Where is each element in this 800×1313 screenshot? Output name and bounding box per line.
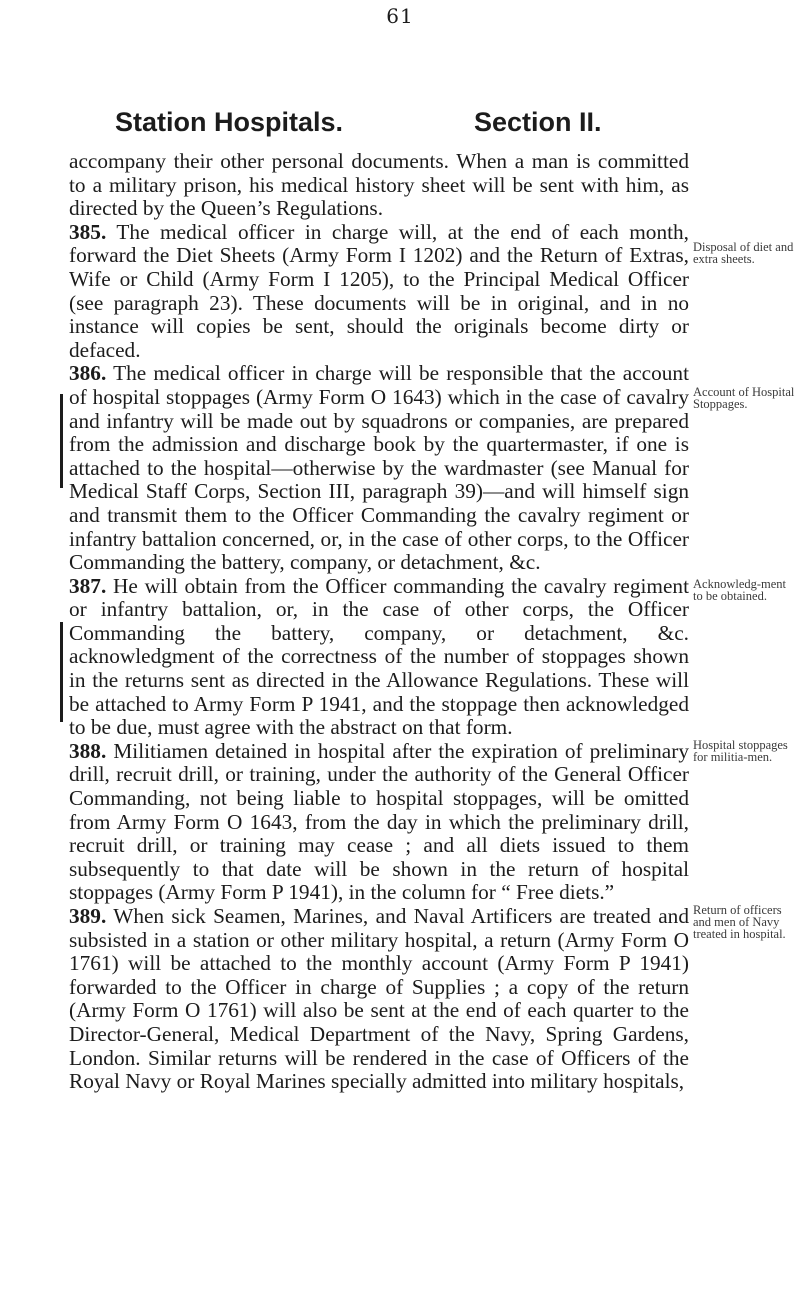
paragraph-number: 389.: [69, 904, 107, 928]
body-text: [69, 150, 689, 1094]
margin-note-navy: Return of officers and men of Navy treated in hospital.: [693, 903, 786, 941]
paragraph-387: 387. He will obtain from the Officer commanding the cavalry regiment or infantry battalion, or, in the case of other corps, the Officer Commanding the battery, company, or detachment, &c. acknowledgment of the correctness of the number of stoppages shown in the returns sent as directed in the Allowance Regulations. These will be attached to Army Form P 1941, and the stoppage then acknowledged to be due, must agree with the abstract on that form.: [69, 573, 689, 740]
section-label: Section II.: [474, 107, 602, 137]
paragraph-385: 385. The medical officer in charge will, at the end of each month, forward the Diet Sheets (Army Form I 1202) and the Return of Extras, Wife or Child (Army Form I 1205), to the Principal Medical Officer (see paragraph 23). These documents will be in original, and in no instance will copies be sent, should the originals become dirty or defaced.: [69, 219, 689, 362]
paragraph-389: 389. When sick Seamen, Marines, and Naval Artificers are treated and subsisted in a station or other military hospital, a return (Army Form O 1761) will be attached to the monthly account (Army Form P 1941) forwarded to the Officer in charge of Supplies ; a copy of the return (Army Form O 1761) will also be sent at the end of each quarter to the Director-General, Medical Department of the Navy, Spring Gardens, London. Similar returns will be rendered in the case of Officers of the Royal Navy or Royal Marines specially admitted into military hospitals,: [69, 904, 689, 1094]
margin-note-account: Account of Hospital Stoppages.: [693, 385, 795, 411]
paragraph-number: 385.: [69, 219, 107, 244]
margin-note-acknowledgment: Acknowledg-ment to be obtained.: [693, 577, 787, 603]
margin-note-disposal: Disposal of diet and extra sheets.: [693, 240, 794, 266]
paragraph-388: 388. Militiamen detained in hospital after the expiration of preliminary drill, recruit drill, or training, under the authority of the General Officer Commanding, not being liable to hospital stoppages, will be omitted from Army Form O 1643, from the day in which the preliminary drill, recruit drill, or training may cease ; and all diets issued to them subsequently to that date will be shown in the return of hospital stoppages (Army Form P 1941), in the column for “ Free diets.”: [69, 738, 689, 905]
margin-note-militia: Hospital stoppages for militia-men.: [693, 738, 788, 764]
paragraph-continuation: accompany their other personal documents. When a man is committed to a military prison, his medical history sheet will be sent with him, as directed by the Queen’s Regulations.: [69, 149, 689, 221]
change-bar: [60, 394, 63, 488]
page-number: 61: [386, 4, 414, 28]
paragraph-number: 387.: [69, 573, 107, 598]
paragraph-386: 386. The medical officer in charge will be responsible that the account of hospital stoppages (Army Form O 1643) which in the case of cavalry and infantry will be made out by squadrons or companies, are prepared from the admission and discharge book by the quartermaster, if one is attached to the hospital—otherwise by the wardmaster (see Manual for Medical Staff Corps, Section III, paragraph 39)—and will himself sign and transmit them to the Officer Commanding the cavalry regiment or infantry battalion concerned, or, in the case of other corps, to the Officer Commanding the battery, company, or detachment, &c.: [69, 361, 689, 575]
paragraph-number: 386.: [69, 361, 107, 386]
change-bar: [60, 622, 63, 722]
running-title: Station Hospitals.: [115, 107, 344, 137]
paragraph-number: 388.: [69, 738, 107, 763]
margin-notes: [693, 0, 798, 1313]
